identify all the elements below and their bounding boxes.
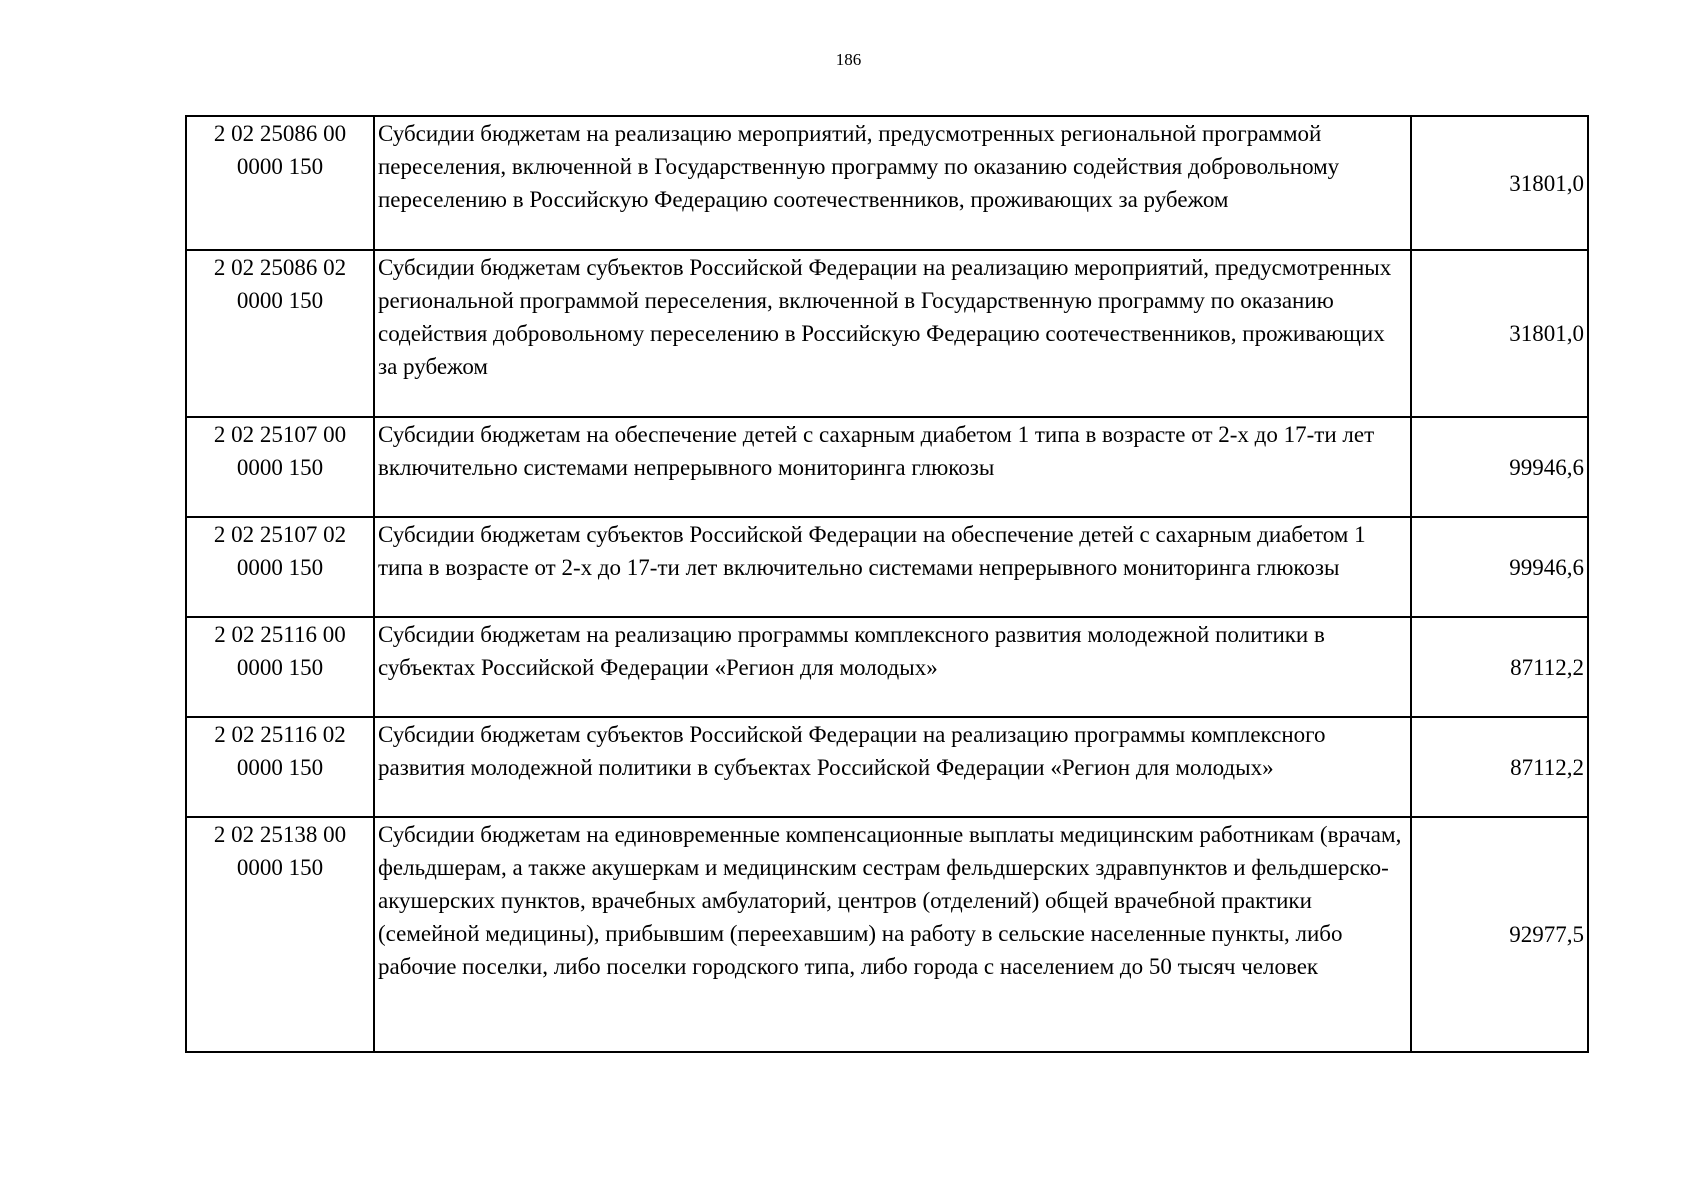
- page-number: 186: [835, 50, 862, 69]
- budget-code-cell: [186, 116, 374, 250]
- budget-code-line: 2 02 25116 00: [214, 622, 346, 647]
- table-row: [186, 250, 1588, 417]
- description-cell: Субсидии бюджетам на реализацию мероприятий, предусмотренных региональной программой переселения, включенной в Государственную программу по оказанию содействия добровольному переселению в Российскую Федерацию соотечественников, проживающих за рубежом: [374, 116, 1411, 250]
- budget-code-cell: [186, 250, 374, 417]
- budget-code-line: 2 02 25116 02: [214, 722, 346, 747]
- budget-code-line: 0000 150: [236, 288, 324, 313]
- budget-code-line: 0000 150: [236, 755, 324, 780]
- description-cell: Субсидии бюджетам на реализацию программы комплексного развития молодежной политики в субъектах Российской Федерации «Регион для молодых»: [374, 617, 1411, 717]
- budget-code-line: 2 02 25086 02: [213, 255, 347, 280]
- budget-code-cell: [186, 617, 374, 717]
- budget-code-cell: [186, 517, 374, 617]
- description-cell: Субсидии бюджетам субъектов Российской Федерации на реализацию программы комплексного развития молодежной политики в субъектах Российской Федерации «Регион для молодых»: [374, 717, 1411, 817]
- amount-cell: 92977,5: [1411, 817, 1588, 1052]
- amount-cell: 99946,6: [1411, 417, 1588, 517]
- table-row: [186, 817, 1588, 1052]
- table-row: [186, 517, 1588, 617]
- budget-code-cell: [186, 817, 374, 1052]
- amount-cell: 87112,2: [1411, 617, 1588, 717]
- budget-table: [185, 115, 1589, 1053]
- description-cell: Субсидии бюджетам субъектов Российской Федерации на обеспечение детей с сахарным диабетом 1 типа в возрасте от 2-х до 17-ти лет включительно системами непрерывного мониторинга глюкозы: [374, 517, 1411, 617]
- budget-code-line: 2 02 25107 00: [213, 422, 347, 447]
- description-cell: Субсидии бюджетам на обеспечение детей с сахарным диабетом 1 типа в возрасте от 2-х до 17-ти лет включительно системами непрерывного мониторинга глюкозы: [374, 417, 1411, 517]
- budget-table-body: [186, 116, 1588, 1052]
- table-row: [186, 116, 1588, 250]
- budget-code-cell: [186, 417, 374, 517]
- table-row: [186, 417, 1588, 517]
- amount-cell: 31801,0: [1411, 116, 1588, 250]
- table-row: [186, 717, 1588, 817]
- budget-code-line: 0000 150: [236, 655, 324, 680]
- budget-code-line: 0000 150: [236, 154, 324, 179]
- budget-code-cell: [186, 717, 374, 817]
- description-cell: Субсидии бюджетам на единовременные компенсационные выплаты медицинским работникам (врачам, фельдшерам, а также акушеркам и медицинским сестрам фельдшерских здравпунктов и фельдшерско-акушерских пунктов, врачебных амбулаторий, центров (отделений) общей врачебной практики (семейной медицины), прибывшим (переехавшим) на работу в сельские населенные пункты, либо рабочие поселки, либо поселки городского типа, либо города с населением до 50 тысяч человек: [374, 817, 1411, 1052]
- description-cell: Субсидии бюджетам субъектов Российской Федерации на реализацию мероприятий, предусмотренных региональной программой переселения, включенной в Государственную программу по оказанию содействия добровольному переселению в Российскую Федерацию соотечественников, проживающих за рубежом: [374, 250, 1411, 417]
- amount-cell: 99946,6: [1411, 517, 1588, 617]
- amount-cell: 87112,2: [1411, 717, 1588, 817]
- budget-code-line: 0000 150: [236, 455, 324, 480]
- table-row: [186, 617, 1588, 717]
- budget-code-line: 0000 150: [236, 855, 324, 880]
- budget-code-line: 2 02 25138 00: [213, 822, 347, 847]
- budget-code-line: 2 02 25086 00: [213, 121, 347, 146]
- budget-code-line: 0000 150: [236, 555, 324, 580]
- amount-cell: 31801,0: [1411, 250, 1588, 417]
- budget-code-line: 2 02 25107 02: [213, 522, 347, 547]
